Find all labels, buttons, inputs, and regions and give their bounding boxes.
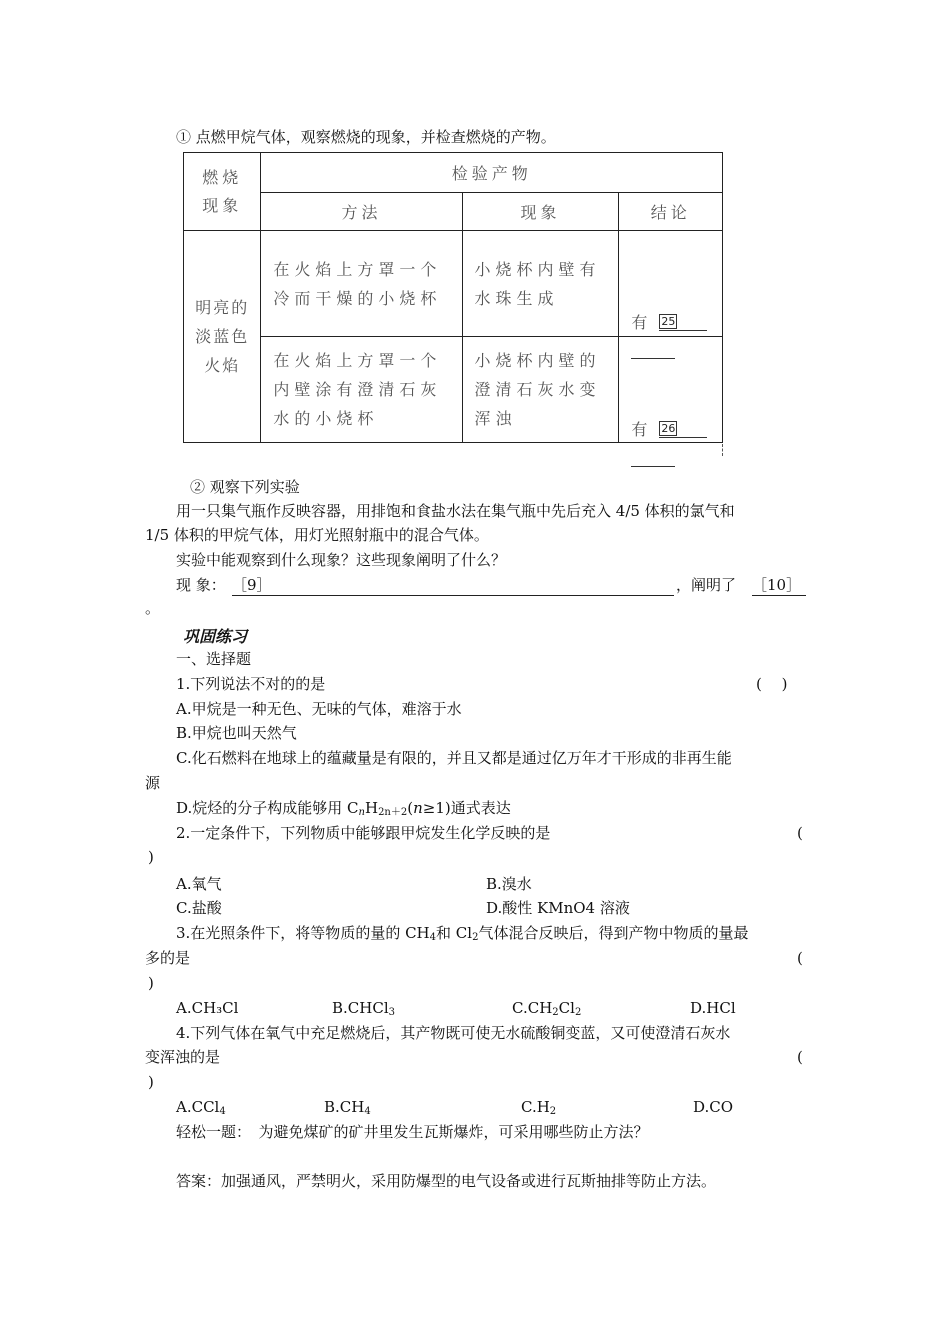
table-row bbox=[184, 337, 723, 443]
q3-answer-paren-open[interactable]: ( bbox=[797, 949, 803, 967]
burn-line1: 明亮的 bbox=[195, 298, 250, 317]
phenomenon-cell-1: 小烧杯内壁有水珠生成 bbox=[462, 231, 619, 337]
q3-c-cl: Cl bbox=[558, 999, 575, 1017]
q4-a-text: A.CCl bbox=[176, 1098, 220, 1116]
q1-d-tail: ≥1)通式表达 bbox=[422, 799, 511, 817]
q2-option-c[interactable]: C.盐酸 bbox=[176, 899, 222, 917]
q3-option-d[interactable]: D.HCl bbox=[690, 999, 736, 1017]
q1-option-a[interactable]: A.甲烷是一种无色、无味的气体，难溶于水 bbox=[176, 700, 462, 718]
header-burn-line1: 燃烧 bbox=[202, 167, 243, 187]
q4-stem: 4.下列气体在氧气中充足燃烧后，其产物既可使无水硫酸铜变蓝，又可使澄清石灰水 bbox=[176, 1024, 731, 1042]
q4-option-d[interactable]: D.CO bbox=[693, 1098, 734, 1116]
answer-blank-25[interactable] bbox=[659, 310, 707, 331]
period-mark: 。 bbox=[145, 599, 161, 617]
q3-option-c[interactable] bbox=[512, 998, 581, 1023]
blank-number-26: 26 bbox=[661, 421, 676, 435]
q3-stem-a: 3.在光照条件下，将等物质的量的 CH bbox=[176, 924, 430, 942]
experiment-description-line2: 1/5 体积的甲烷气体，用灯光照射瓶中的混合气体。 bbox=[145, 526, 489, 544]
table-row bbox=[184, 231, 723, 337]
answer-text: 答案：加强通风，严禁明火，采用防爆型的电气设备或进行瓦斯抽排等防止方法。 bbox=[176, 1172, 717, 1190]
q3-sub-4: 4 bbox=[429, 932, 437, 943]
q3-b-sub: 3 bbox=[388, 1007, 395, 1018]
q4-stem-continued: 变浑浊的是 bbox=[145, 1048, 221, 1066]
q4-a-sub: 4 bbox=[219, 1106, 226, 1117]
q3-b-text: B.CHCl bbox=[332, 999, 389, 1017]
q3-c-sub1: 2 bbox=[552, 1007, 559, 1018]
burn-phenomenon-cell bbox=[184, 231, 261, 443]
q1-option-b[interactable]: B.甲烷也叫天然气 bbox=[176, 724, 297, 742]
experiment-question: 实验中能观察到什么现象？这些现象阐明了什么？ bbox=[176, 551, 507, 569]
header-burn-line2: 现象 bbox=[202, 195, 243, 215]
header-phenomenon: 现象 bbox=[462, 193, 619, 231]
q1-d-n: n bbox=[413, 799, 423, 817]
q3-c-text: C.CH bbox=[512, 999, 553, 1017]
conclusion-cell-2 bbox=[619, 337, 723, 443]
q1-d-sub: 2n＋2 bbox=[378, 807, 408, 818]
q1-stem: 1.下列说法不对的的是 bbox=[176, 675, 326, 693]
q2-option-d[interactable]: D.酸性 KMnO4 溶液 bbox=[486, 899, 630, 917]
q4-answer-paren-open[interactable]: ( bbox=[797, 1048, 803, 1066]
answer-blank-10[interactable] bbox=[752, 575, 806, 596]
part-title: 一、选择题 bbox=[176, 650, 252, 668]
blank-line-26-continued bbox=[631, 466, 675, 467]
answer-blank-9[interactable] bbox=[232, 575, 674, 596]
q3-sub-2: 2 bbox=[472, 932, 479, 943]
header-conclusion: 结论 bbox=[619, 193, 723, 231]
q4-b-text: B.CH bbox=[324, 1098, 365, 1116]
blank-number-10: ［10］ bbox=[752, 576, 802, 594]
q3-stem-c: 气体混合反映后，得到产物中物质的量最 bbox=[478, 924, 749, 942]
q3-stem-b: 和 Cl bbox=[436, 924, 473, 942]
q4-c-text: C.H bbox=[521, 1098, 550, 1116]
answer-blank-26[interactable] bbox=[659, 417, 707, 438]
q1-d-text: D.烷烃的分子构成能够用 C bbox=[176, 799, 359, 817]
intro-step-2: ② 观察下列实验 bbox=[190, 478, 300, 496]
q3-option-a[interactable]: A.CH₃Cl bbox=[176, 999, 239, 1017]
q1-d-h: H bbox=[364, 799, 379, 817]
q3-stem-continued: 多的是 bbox=[145, 949, 191, 967]
experiment-table bbox=[183, 152, 723, 443]
q4-option-c[interactable] bbox=[521, 1097, 556, 1122]
method-cell-2: 在火焰上方罩一个内壁涂有澄清石灰水的小烧杯 bbox=[261, 337, 462, 443]
blank-number-9: ［9］ bbox=[232, 576, 272, 594]
burn-line2: 淡蓝色 bbox=[195, 327, 250, 346]
q2-option-b[interactable]: B.溴水 bbox=[486, 875, 532, 893]
q3-option-b[interactable] bbox=[332, 998, 395, 1023]
header-burn-phenomenon bbox=[184, 153, 261, 231]
conclusion-cell-1 bbox=[619, 231, 723, 337]
table-edge-marker bbox=[722, 444, 723, 456]
q1-d-paren: ( bbox=[407, 799, 414, 817]
q4-option-a[interactable] bbox=[176, 1097, 226, 1122]
header-method: 方法 bbox=[261, 193, 462, 231]
q1-option-d[interactable] bbox=[176, 798, 511, 823]
experiment-description-line1: 用一只集气瓶作反映容器，用排饱和食盐水法在集气瓶中先后充入 4/5 体积的氯气和 bbox=[176, 502, 735, 520]
q1-option-c[interactable]: C.化石燃料在地球上的蕴藏量是有限的，并且又都是通过亿万年才干形成的非再生能 bbox=[176, 749, 732, 767]
q3-stem bbox=[176, 923, 748, 948]
q4-b-sub: 4 bbox=[364, 1106, 371, 1117]
conclusion-prefix-2: 有 bbox=[631, 419, 648, 439]
header-check-products: 检验产物 bbox=[261, 153, 723, 193]
q4-answer-paren-close[interactable]: ) bbox=[148, 1073, 154, 1091]
burn-line3: 火焰 bbox=[204, 356, 241, 375]
phenomenon-label: 现 象： bbox=[176, 576, 226, 594]
easy-question: 轻松一题： 为避免煤矿的矿井里发生瓦斯爆炸，可采用哪些防止方法？ bbox=[176, 1123, 649, 1141]
phenomenon-cell-2: 小烧杯内壁的澄清石灰水变浑浊 bbox=[462, 337, 619, 443]
blank-line-25-continued bbox=[631, 358, 675, 359]
intro-step-1: ① 点燃甲烷气体，观察燃烧的现象，并检查燃烧的产物。 bbox=[176, 128, 556, 146]
conclusion-prefix-1: 有 bbox=[631, 312, 648, 332]
q1-d-sub-n: n bbox=[358, 807, 365, 818]
explains-label: ，阐明了 bbox=[676, 576, 737, 594]
method-cell-1: 在火焰上方罩一个冷而干燥的小烧杯 bbox=[261, 231, 462, 337]
section-title: 巩固练习 bbox=[183, 627, 248, 646]
q3-answer-paren-close[interactable]: ) bbox=[148, 974, 154, 992]
q2-option-a[interactable]: A.氧气 bbox=[176, 875, 222, 893]
q3-c-sub2: 2 bbox=[574, 1007, 582, 1018]
q4-c-sub: 2 bbox=[549, 1106, 557, 1117]
q1-answer-paren[interactable]: ( ) bbox=[756, 675, 788, 693]
q4-option-b[interactable] bbox=[324, 1097, 371, 1122]
q1-option-c-continued: 源 bbox=[145, 774, 161, 792]
q2-answer-paren-open[interactable]: ( bbox=[797, 824, 803, 842]
q2-stem: 2.一定条件下，下列物质中能够跟甲烷发生化学反映的是 bbox=[176, 824, 551, 842]
q2-answer-paren-close[interactable]: ) bbox=[148, 848, 154, 866]
blank-number-25: 25 bbox=[661, 314, 676, 328]
